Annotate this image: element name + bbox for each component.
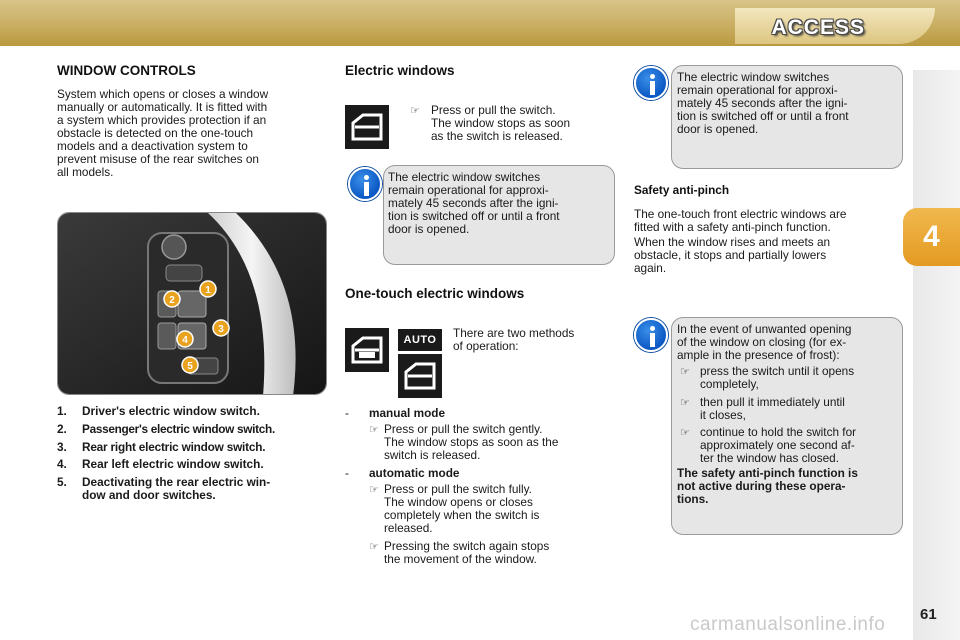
- window-switch-icon: [345, 105, 389, 149]
- hand-pointer-icon: ☞: [410, 105, 420, 117]
- automatic-mode-text: Press or pull the switch fully. The window opens or closes completely when the switch is released.: [384, 482, 540, 535]
- hand-pointer-icon: ☞: [369, 424, 379, 436]
- auto-label: AUTO: [398, 329, 442, 351]
- manual-mode-text: Press or pull the switch gently. The window stops as soon as the switch is released.: [384, 422, 559, 462]
- window-controls-heading: WINDOW CONTROLS: [57, 63, 196, 78]
- svg-text:5: 5: [187, 361, 193, 372]
- info-bullet-3: continue to hold the switch for approximately one second af- ter the window has closed.: [700, 425, 857, 465]
- side-strip: [913, 70, 960, 640]
- info-icon: [634, 66, 668, 100]
- anti-pinch-paragraph-2: When the window rises and meets an obstacle, it stops and partially lowers again.: [634, 235, 831, 275]
- photo-callout-5: [182, 357, 198, 373]
- hand-pointer-icon: ☞: [369, 484, 379, 496]
- section-title: ACCESS: [771, 16, 865, 39]
- automatic-mode-title: automatic mode: [369, 466, 460, 480]
- hand-pointer-icon: ☞: [369, 541, 379, 553]
- window-switch-photo: [57, 212, 327, 395]
- info-icon: [348, 167, 382, 201]
- photo-callout-1: [200, 281, 216, 297]
- svg-text:1: 1: [205, 285, 211, 296]
- press-again-text: Pressing the switch again stops the movement of the window.: [384, 539, 550, 566]
- photo-callout-2: [164, 291, 180, 307]
- hand-pointer-icon: ☞: [680, 397, 690, 409]
- chapter-tab[interactable]: 4: [903, 208, 960, 266]
- electric-windows-heading: Electric windows: [345, 63, 455, 78]
- one-touch-heading: One-touch electric windows: [345, 286, 525, 301]
- anti-pinch-paragraph-1: The one-touch front electric windows are fitted with a safety anti-pinch function.: [634, 207, 847, 234]
- watermark: carmanualsonline.info: [690, 614, 886, 635]
- info-icon: [634, 318, 668, 352]
- info-text-right-bottom: In the event of unwanted opening of the window on closing (for ex- ample in the presence of frost):: [677, 322, 852, 362]
- svg-text:2: 2: [169, 295, 175, 306]
- window-switch-illustration: [58, 213, 327, 395]
- page-number: 61: [920, 606, 937, 623]
- manual-mode-title: manual mode: [369, 406, 446, 420]
- one-touch-switch-icon: [345, 328, 389, 372]
- photo-callout-3: [213, 320, 229, 336]
- hand-pointer-icon: ☞: [680, 427, 690, 439]
- intro-paragraph: System which opens or closes a window manually or automatically. It is fitted with a system which provides protection if an obstacle is detected on the one-touch models and a deactivation system to prevent misuse of the rear switches on all models.: [57, 87, 269, 179]
- hand-pointer-icon: ☞: [680, 366, 690, 378]
- info-text-right-top: The electric window switches remain operational for approxi- mately 45 seconds after the igni- tion is switched off or until a front door is opened.: [677, 70, 849, 136]
- info-bullet-1: press the switch until it opens completely,: [700, 364, 855, 391]
- info-text-middle: The electric window switches remain operational for approxi- mately 45 seconds after the igni- tion is switched off or until a front door is opened.: [388, 170, 560, 236]
- anti-pinch-warning: The safety anti-pinch function is not active during these opera- tions.: [677, 466, 858, 506]
- svg-text:4: 4: [182, 335, 188, 346]
- press-switch-text: Press or pull the switch. The window stops as soon as the switch is released.: [431, 103, 571, 143]
- info-bullet-2: then pull it immediately until it closes,: [700, 395, 845, 422]
- safety-anti-pinch-heading: Safety anti-pinch: [634, 183, 730, 197]
- window-switch-icon: [398, 354, 442, 398]
- photo-callout-4: [177, 331, 193, 347]
- methods-text: There are two methods of operation:: [453, 326, 575, 353]
- svg-text:3: 3: [218, 324, 224, 335]
